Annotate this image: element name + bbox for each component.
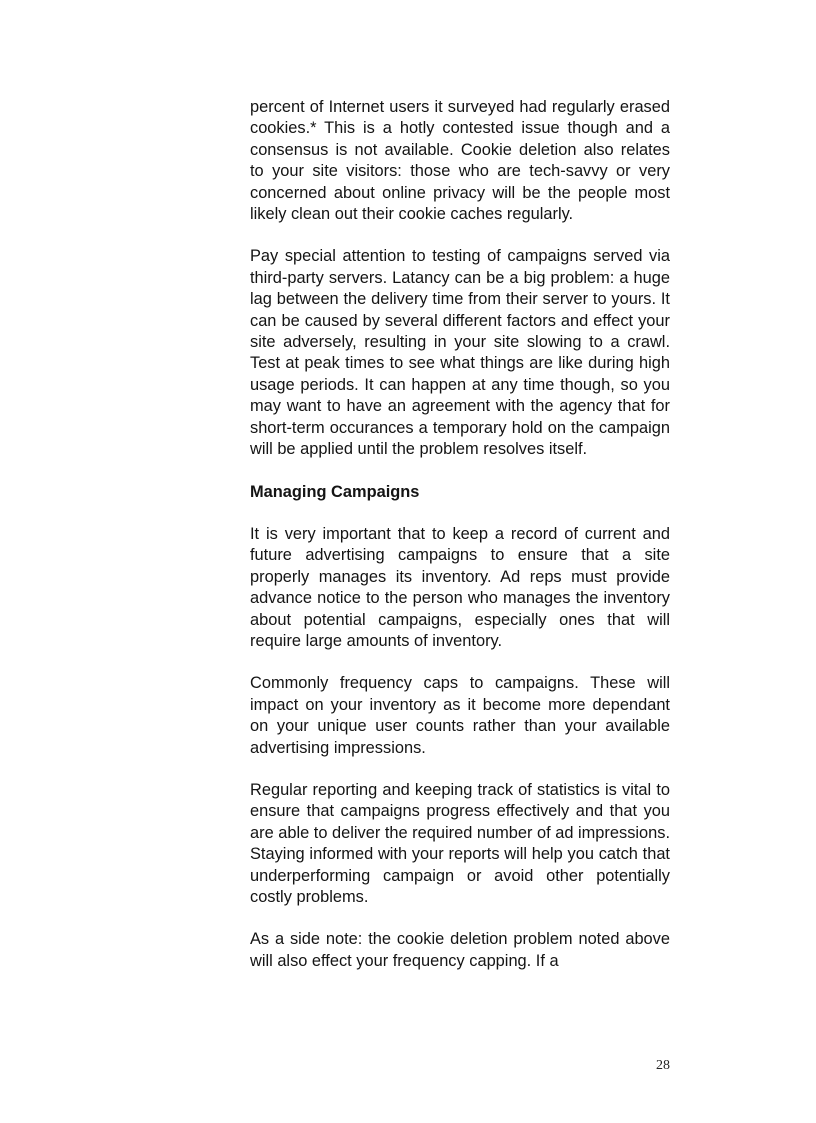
body-text-column [250, 97, 670, 993]
paragraph-cookie-deletion: percent of Internet users it surveyed had regularly erased cookies.* This is a hotly contested issue though and a consensus is not available. Cookie deletion also relates to your site visitors: those who are tech-savvy or very concerned about online privacy will be the people most likely clean out their cookie caches regularly. [250, 98, 670, 224]
paragraph-frequency-caps: Commonly frequency caps to campaigns. These will impact on your inventory as it become more dependant on your unique user counts rather than your available advertising impressions. [250, 674, 670, 757]
paragraph-side-note: As a side note: the cookie deletion problem noted above will also effect your frequency capping. If a [250, 930, 670, 970]
paragraph-third-party-testing: Pay special attention to testing of campaigns served via third-party servers. Latancy can be a big problem: a huge lag between the delivery time from their server to yours. It can be caused by several different factors and effect your site adversely, resulting in your site slowing to a crawl. Test at peak times to see what things are like during high usage periods. It can happen at any time though, so you may want to have an agreement with the agency that for short-term occurances a temporary hold on the campaign will be applied until the problem resolves itself. [250, 247, 670, 459]
paragraph-reporting: Regular reporting and keeping track of statistics is vital to ensure that campaigns progress effectively and that you are able to deliver the required number of ad impressions. Staying informed with your reports will help you catch that underperforming campaign or avoid other potentially costly problems. [250, 780, 671, 906]
section-heading: Managing Campaigns [250, 482, 420, 501]
page-number: 28 [656, 1058, 670, 1073]
paragraph-campaign-records: It is very important that to keep a record of current and future advertising campaigns to ensure that a site properly manages its inventory. Ad reps must provide advance notice to the person who manages the inventory about potential campaigns, especially ones that will require large amounts of inventory. [250, 524, 670, 650]
